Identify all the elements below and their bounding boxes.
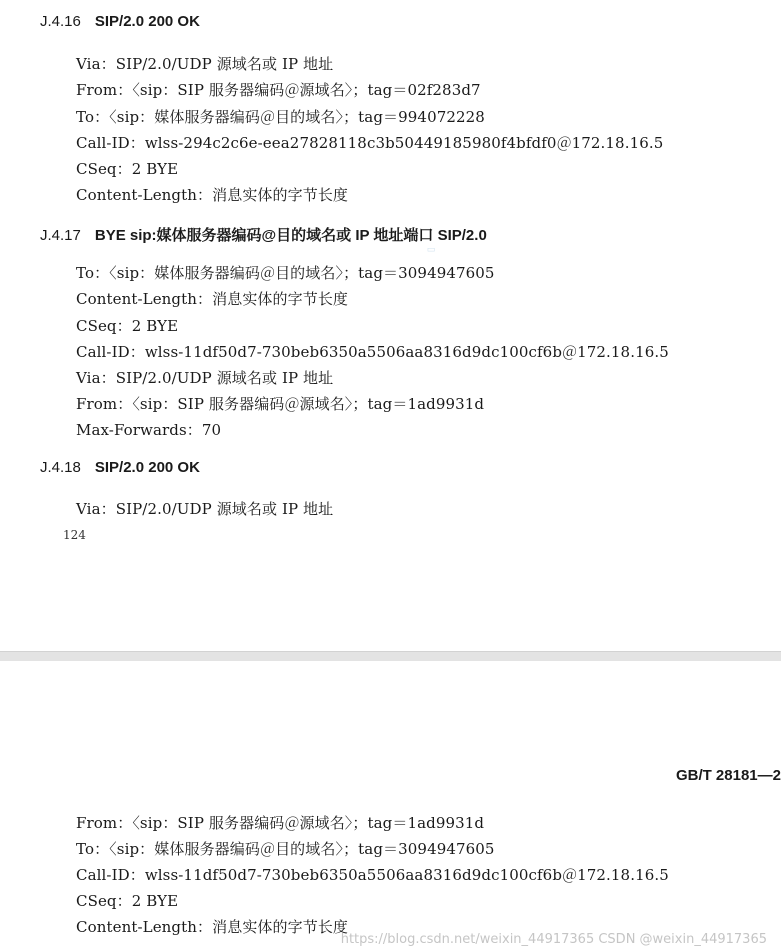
header-line: Content-Length：消息实体的字节长度 xyxy=(76,290,349,308)
section-number: J.4.18 xyxy=(40,459,81,476)
header-line: Call-ID：wlss-294c2c6e-eea27828118c3b50449185980f4bfdf0＠172.18.16.5 xyxy=(76,134,664,152)
section-title: SIP/2.0 200 OK xyxy=(94,13,200,30)
header-line: Content-Length：消息实体的字节长度 xyxy=(76,918,349,936)
header-line: Content-Length：消息实体的字节长度 xyxy=(76,186,349,204)
header-line: Call-ID：wlss-11df50d7-730beb6350a5506aa8316d9dc100cf6b＠172.18.16.5 xyxy=(76,866,669,884)
section-title: SIP/2.0 200 OK xyxy=(94,459,200,476)
section-title: BYE sip:媒体服务器编码@目的域名或 IP 地址端口 SIP/2.0 xyxy=(94,227,487,244)
document-identifier: GB/T 28181—2 xyxy=(675,767,781,784)
header-line: Via：SIP/2.0/UDP 源域名或 IP 地址 xyxy=(76,369,334,387)
section-heading-j418 xyxy=(40,459,200,476)
header-line: From：〈sip：SIP 服务器编码＠源域名〉；tag＝1ad9931d xyxy=(76,814,485,832)
stamp-icon: ▭ xyxy=(426,245,436,255)
header-line: CSeq：2 BYE xyxy=(76,892,179,910)
header-line: Call-ID：wlss-11df50d7-730beb6350a5506aa8316d9dc100cf6b＠172.18.16.5 xyxy=(76,343,669,361)
header-line: Max-Forwards：70 xyxy=(76,421,222,439)
header-line: Via：SIP/2.0/UDP 源域名或 IP 地址 xyxy=(76,55,334,73)
header-line: To：〈sip：媒体服务器编码＠目的域名〉；tag＝3094947605 xyxy=(76,840,495,858)
section-number: J.4.16 xyxy=(40,13,81,30)
header-line: To：〈sip：媒体服务器编码＠目的域名〉；tag＝994072228 xyxy=(76,108,485,126)
header-line: From：〈sip：SIP 服务器编码＠源域名〉；tag＝1ad9931d xyxy=(76,395,485,413)
page-number: 124 xyxy=(63,528,86,542)
header-line: CSeq：2 BYE xyxy=(76,317,179,335)
section-number: J.4.17 xyxy=(40,227,81,244)
header-line: Via：SIP/2.0/UDP 源域名或 IP 地址 xyxy=(76,500,334,518)
header-line: From：〈sip：SIP 服务器编码＠源域名〉；tag＝02f283d7 xyxy=(76,81,481,99)
watermark: https://blog.csdn.net/weixin_44917365 CSDN @weixin_44917365 xyxy=(340,932,767,947)
header-line: To：〈sip：媒体服务器编码＠目的域名〉；tag＝3094947605 xyxy=(76,264,495,282)
document-page-2 xyxy=(0,661,781,951)
section-heading-j416 xyxy=(40,13,200,30)
header-line: CSeq：2 BYE xyxy=(76,160,179,178)
